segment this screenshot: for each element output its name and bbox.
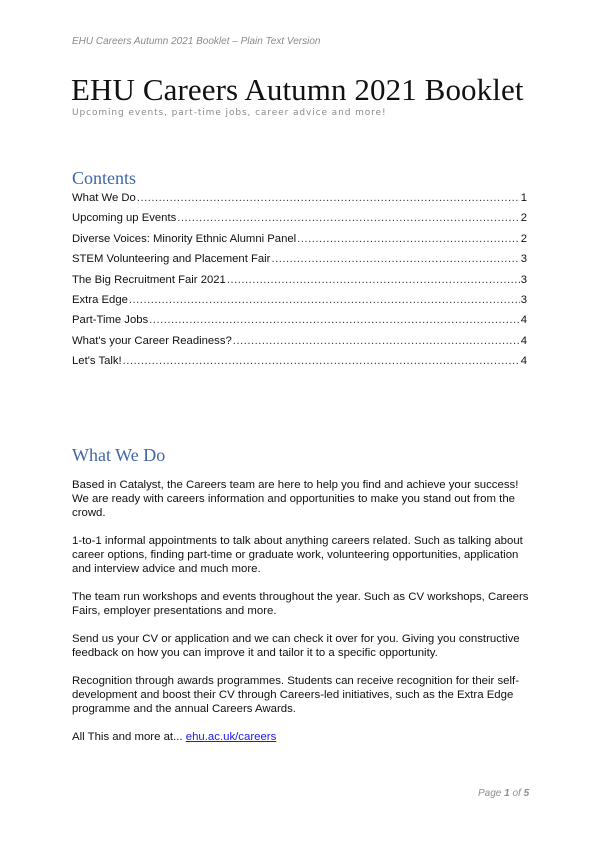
toc-entry-big-recruitment-fair[interactable] — [72, 270, 527, 290]
current-page-number: 1 — [504, 788, 510, 799]
toc-dot-leader — [129, 290, 520, 310]
toc-entry-career-readiness[interactable] — [72, 331, 527, 351]
closing-text: All This and more at... — [72, 731, 186, 743]
toc-entry-page: 2 — [520, 232, 527, 245]
paragraph-intro: Based in Catalyst, the Careers team are here to help you find and achieve your success! We are ready with careers information and opportunities to make you stand out from the crowd. — [72, 479, 519, 519]
paragraph-workshops: The team run workshops and events throughout the year. Such as CV workshops, Careers Fairs, employer presentations and more. — [72, 591, 529, 617]
toc-entry-label: The Big Recruitment Fair 2021 — [72, 273, 226, 286]
toc-entry-diverse-voices[interactable] — [72, 229, 527, 249]
toc-entry-label: Extra Edge — [72, 293, 128, 306]
toc-entry-stem-fair[interactable] — [72, 249, 527, 269]
toc-entry-label: Let's Talk! — [72, 355, 122, 368]
running-header: EHU Careers Autumn 2021 Booklet – Plain Text Version — [72, 36, 321, 47]
careers-website-link[interactable]: ehu.ac.uk/careers — [185, 731, 277, 743]
toc-entry-lets-talk[interactable] — [72, 351, 527, 371]
page-number-footer — [478, 788, 529, 799]
toc-entry-what-we-do[interactable] — [72, 188, 527, 208]
toc-dot-leader — [177, 208, 519, 228]
paragraph-appointments: 1-to-1 informal appointments to talk about anything careers related. Such as talking about career options, finding part-time or graduate work, volunteering opportunities, application and interview advice and much more. — [72, 535, 523, 575]
toc-dot-leader — [123, 351, 520, 371]
toc-dot-leader — [297, 229, 520, 249]
document-subtitle: Upcoming events, part-time jobs, career advice and more! — [72, 108, 387, 118]
toc-entry-page: 4 — [520, 334, 527, 347]
paragraph-closing — [72, 730, 532, 744]
toc-entry-extra-edge[interactable] — [72, 290, 527, 310]
toc-entry-page: 3 — [520, 253, 527, 266]
paragraph-recognition: Recognition through awards programmes. Students can receive recognition for their self-development and boost their CV through Careers-led initiatives, such as the Extra Edge programme and the annual Careers Awards. — [72, 675, 519, 715]
paragraph-cv-check: Send us your CV or application and we can check it over for you. Giving you constructive feedback on how you can improve it and tailor it to a specific opportunity. — [72, 633, 520, 659]
toc-entry-label: What's your Career Readiness? — [72, 334, 232, 347]
toc-dot-leader — [137, 188, 520, 208]
toc-dot-leader — [271, 249, 519, 269]
toc-dot-leader — [227, 270, 520, 290]
toc-entry-page: 4 — [520, 314, 527, 327]
page-word: Page — [478, 788, 505, 799]
toc-entry-label: STEM Volunteering and Placement Fair — [72, 253, 271, 266]
section-heading-what-we-do: What We Do — [72, 445, 166, 465]
toc-entry-label: What We Do — [72, 192, 136, 204]
total-pages-number: 5 — [523, 788, 530, 799]
toc-entry-upcoming-events[interactable] — [72, 208, 527, 228]
toc-entry-page: 3 — [520, 273, 527, 286]
toc-entry-page: 4 — [520, 355, 527, 368]
table-of-contents — [72, 188, 527, 372]
toc-entry-page: 2 — [520, 212, 527, 225]
toc-dot-leader — [149, 310, 520, 330]
toc-entry-part-time-jobs[interactable] — [72, 310, 527, 330]
of-word: of — [509, 788, 524, 799]
document-title: EHU Careers Autumn 2021 Booklet — [71, 72, 524, 107]
toc-entry-label: Upcoming up Events — [72, 212, 177, 225]
toc-entry-label: Part-Time Jobs — [72, 314, 149, 327]
toc-entry-label: Diverse Voices: Minority Ethnic Alumni Panel — [72, 232, 297, 245]
toc-entry-page: 1 — [520, 192, 527, 204]
what-we-do-body — [72, 478, 532, 758]
contents-heading: Contents — [72, 168, 137, 188]
toc-entry-page: 3 — [520, 293, 527, 306]
toc-dot-leader — [233, 331, 520, 351]
